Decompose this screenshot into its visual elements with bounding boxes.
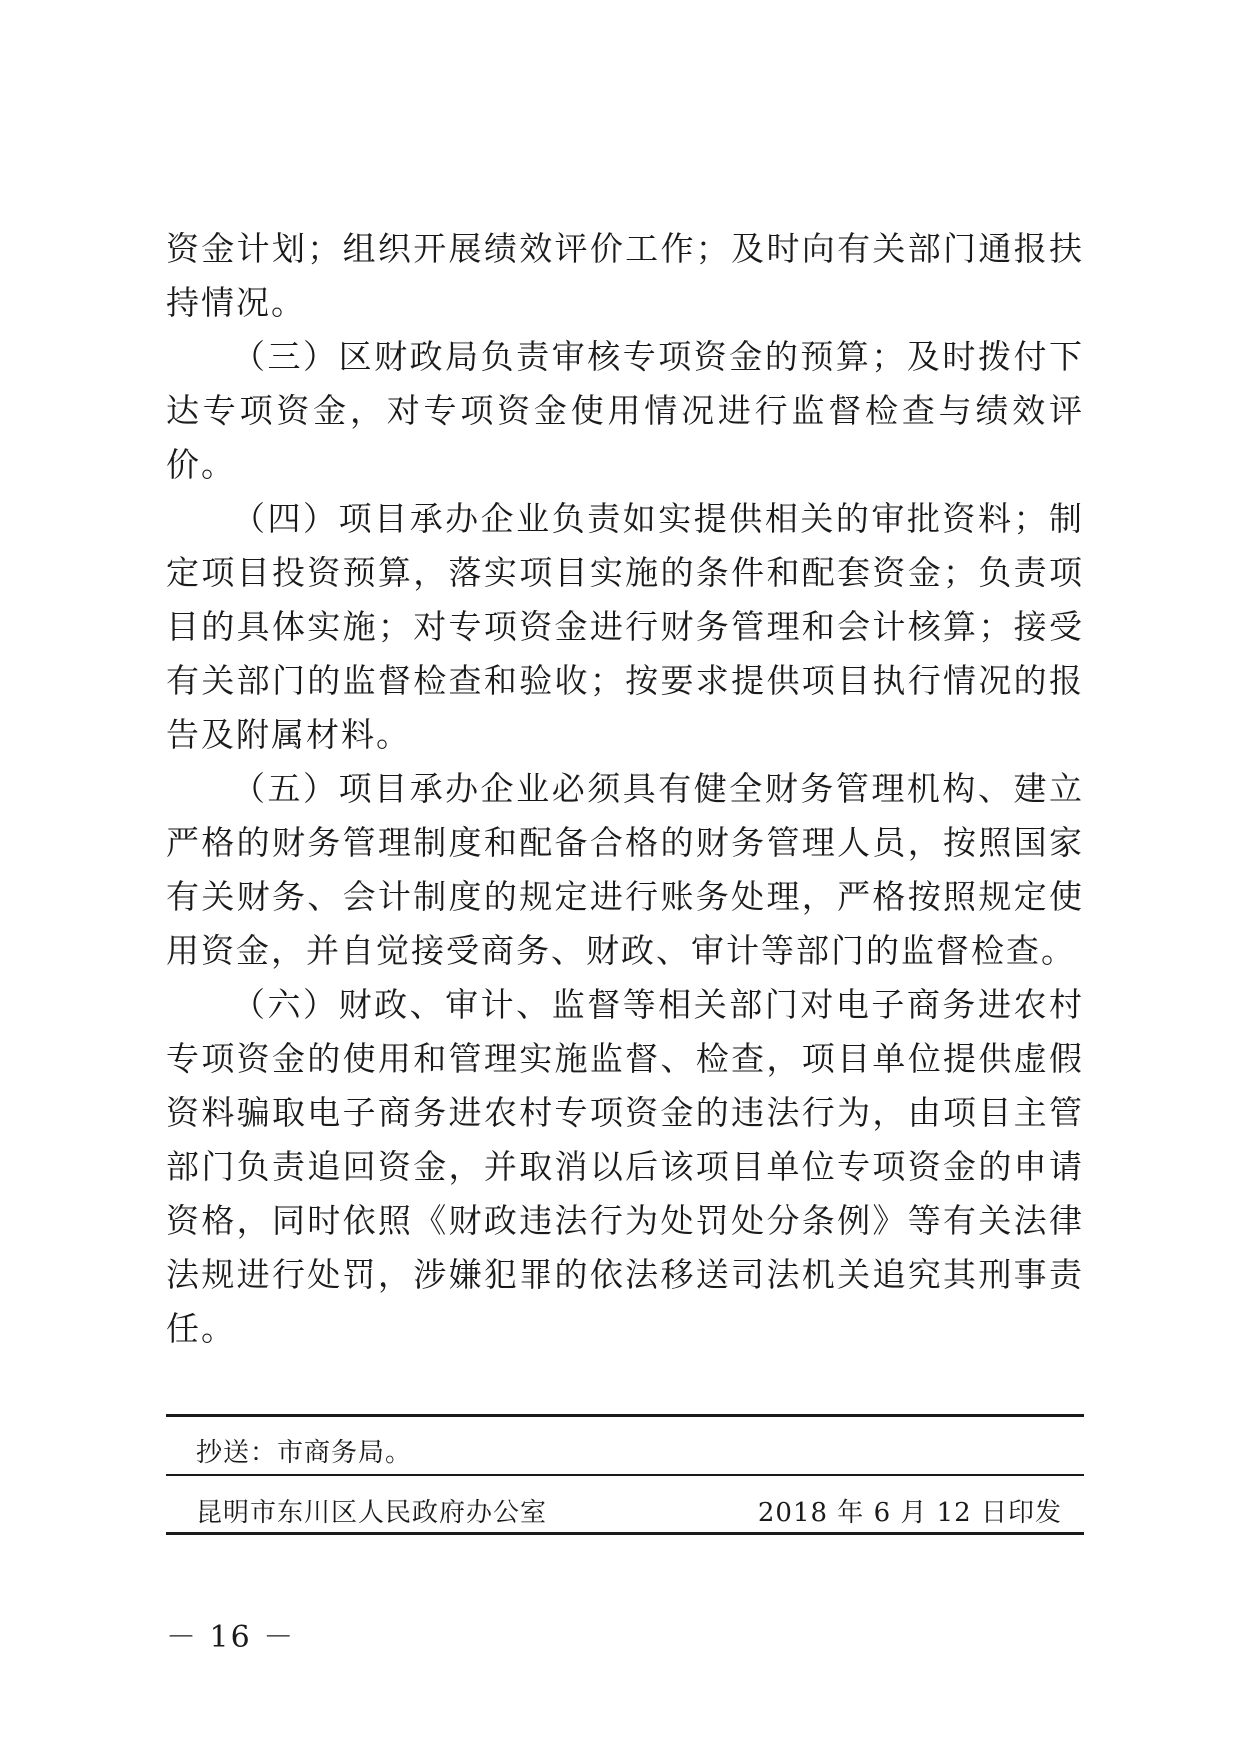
paragraph-3: （四）项目承办企业负责如实提供相关的审批资料；制定项目投资预算，落实项目实施的条件和配套资金；负责项目的具体实施；对专项资金进行财务管理和会计核算；接受有关部门的监督检查和验收；按要求提供项目执行情况的报告及附属材料。 [166, 499, 1084, 754]
footer-bottom-rule [166, 1532, 1084, 1535]
paragraph-1: 资金计划；组织开展绩效评价工作；及时向有关部门通报扶持情况。 [166, 229, 1084, 322]
document-body [166, 222, 1084, 1356]
cc-line [196, 1436, 1062, 1470]
footer-top-rule [166, 1414, 1084, 1417]
cc-text: 抄送：市商务局。 [196, 1438, 413, 1468]
issuer-line [196, 1496, 1062, 1530]
paragraph-4: （五）项目承办企业必须具有健全财务管理机构、建立严格的财务管理制度和配备合格的财务管理人员，按照国家有关财务、会计制度的规定进行账务处理，严格按照规定使用资金，并自觉接受商务、财政、审计等部门的监督检查。 [166, 769, 1084, 970]
page-number: － 16 － [166, 1620, 296, 1655]
footer-middle-rule [166, 1474, 1084, 1476]
paragraph-5: （六）财政、审计、监督等相关部门对电子商务进农村专项资金的使用和管理实施监督、检查，项目单位提供虚假资料骗取电子商务进农村专项资金的违法行为，由项目主管部门负责追回资金，并取消以后该项目单位专项资金的申请资格，同时依照《财政违法行为处罚处分条例》等有关法律法规进行处罚，涉嫌犯罪的依法移送司法机关追究其刑事责任。 [166, 985, 1084, 1348]
issue-date: 2018 年 6 月 12 日印发 [757, 1498, 1062, 1528]
issuer-text: 昆明市东川区人民政府办公室 [196, 1498, 548, 1528]
paragraph-2: （三）区财政局负责审核专项资金的预算；及时拨付下达专项资金，对专项资金使用情况进行监督检查与绩效评价。 [166, 337, 1084, 484]
